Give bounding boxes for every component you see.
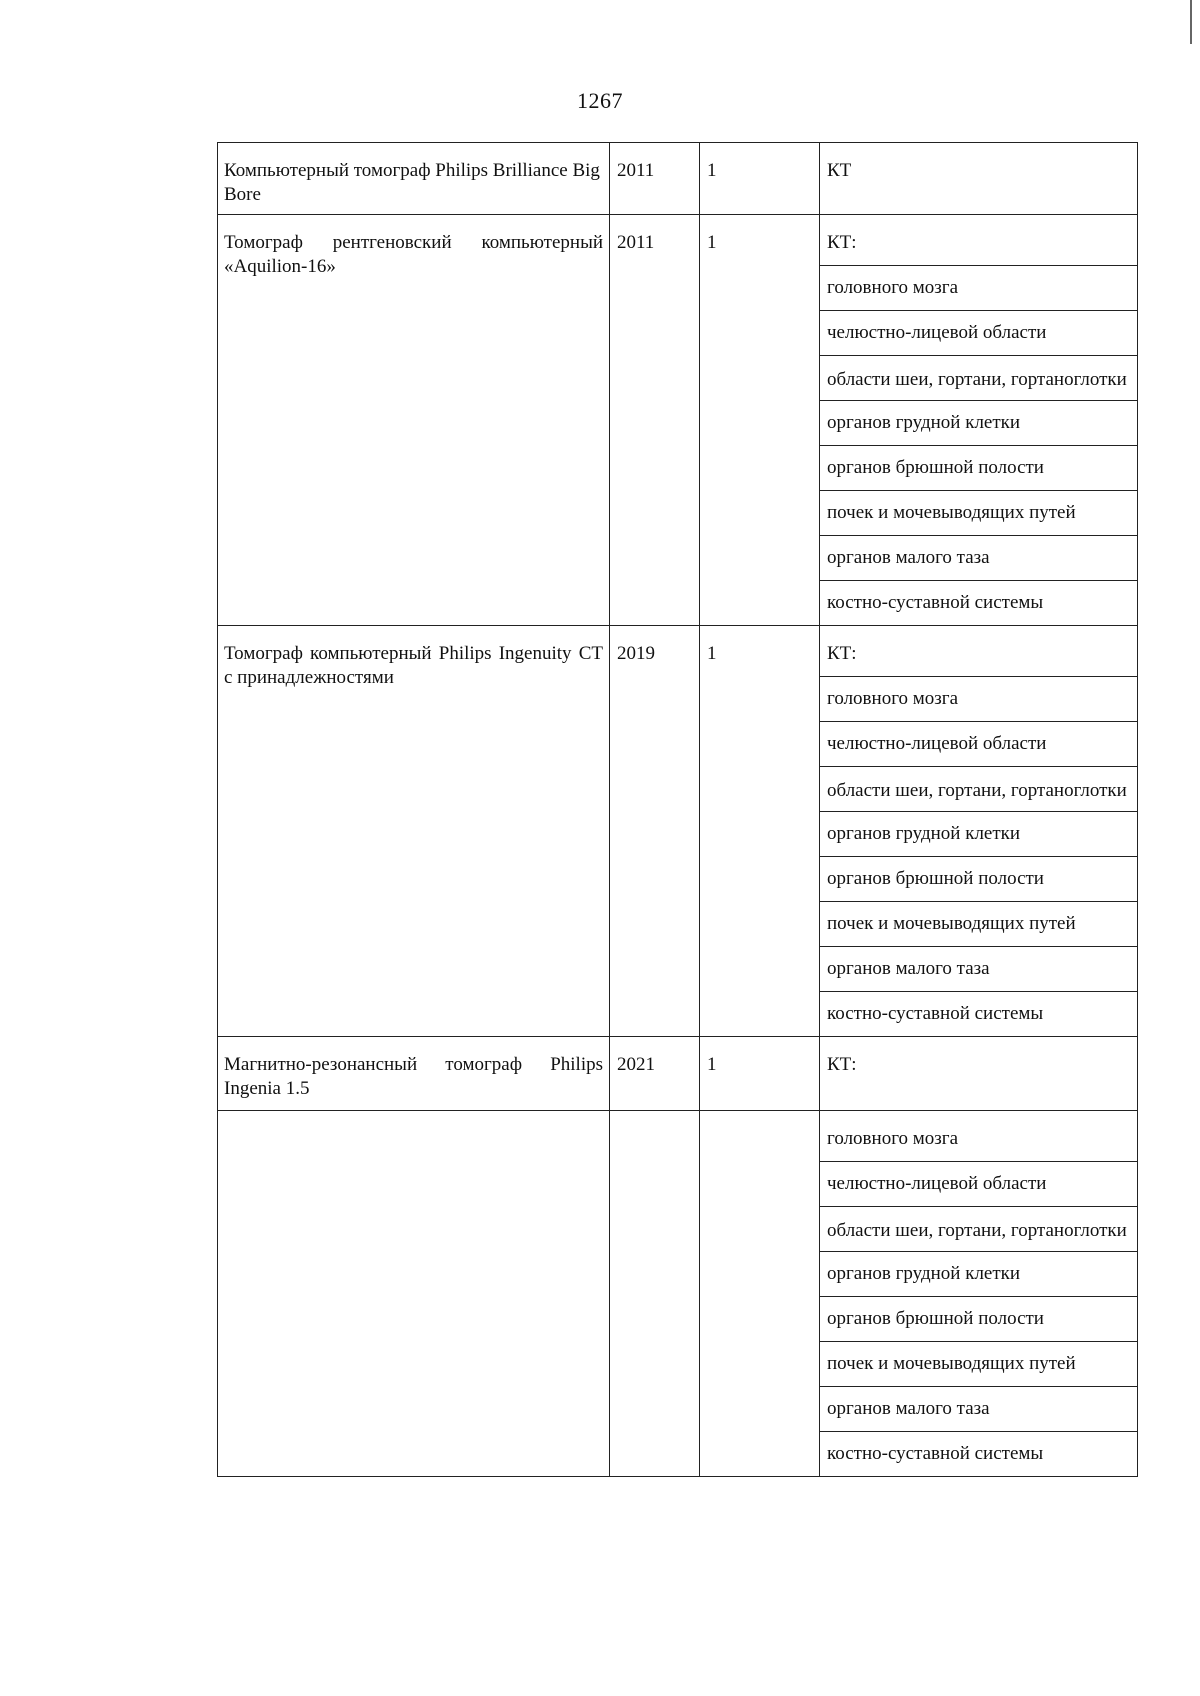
procedure-cell (820, 1037, 1138, 1111)
procedure-item: области шеи, гортани, гортаноглотки (820, 1206, 1137, 1251)
procedure-item: КТ (827, 160, 852, 181)
procedure-cell (820, 1111, 1138, 1477)
equipment-table (217, 142, 1138, 1477)
procedure-item: головного мозга (820, 676, 1137, 721)
equipment-name: Компьютерный томограф Philips Brilliance Big Bore (218, 143, 610, 215)
procedure-item: органов грудной клетки (820, 811, 1137, 856)
table-row (218, 1111, 1138, 1477)
page-number: 1267 (577, 88, 623, 113)
procedure-item: почек и мочевыводящих путей (820, 1341, 1137, 1386)
procedure-item: костно-суставной системы (820, 1431, 1137, 1476)
procedure-cell (820, 215, 1138, 626)
procedure-item: КТ: (827, 643, 857, 664)
procedure-cell (820, 143, 1138, 215)
equipment-name: Томограф компьютерный Philips Ingenuity CT с принадлежностями (218, 626, 610, 1037)
procedure-item: челюстно-лицевой области (820, 310, 1137, 355)
procedure-item: области шеи, гортани, гортаноглотки (820, 766, 1137, 811)
scan-edge-line (1190, 0, 1192, 44)
procedure-item: органов малого таза (820, 535, 1137, 580)
procedure-item: органов грудной клетки (820, 400, 1137, 445)
equipment-year: 2011 (610, 143, 700, 215)
procedure-item: почек и мочевыводящих путей (820, 901, 1137, 946)
procedure-item: области шеи, гортани, гортаноглотки (820, 355, 1137, 400)
procedure-item: органов грудной клетки (820, 1251, 1137, 1296)
table-row (218, 215, 1138, 626)
procedure-item: органов брюшной полости (820, 1296, 1137, 1341)
equipment-year (610, 1111, 700, 1477)
procedure-item: органов брюшной полости (820, 856, 1137, 901)
procedure-item: органов брюшной полости (820, 445, 1137, 490)
table-row (218, 626, 1138, 1037)
table-row (218, 1037, 1138, 1111)
procedure-item: головного мозга (827, 1128, 959, 1149)
procedure-cell (820, 626, 1138, 1037)
equipment-quantity: 1 (700, 143, 820, 215)
equipment-year: 2021 (610, 1037, 700, 1111)
procedure-item: КТ: (827, 1054, 857, 1075)
procedure-item: костно-суставной системы (820, 580, 1137, 625)
procedure-item: органов малого таза (820, 1386, 1137, 1431)
equipment-year: 2011 (610, 215, 700, 626)
equipment-quantity: 1 (700, 1037, 820, 1111)
table-row (218, 143, 1138, 215)
equipment-quantity: 1 (700, 215, 820, 626)
procedure-item: челюстно-лицевой области (820, 1161, 1137, 1206)
equipment-quantity (700, 1111, 820, 1477)
procedure-item: органов малого таза (820, 946, 1137, 991)
procedure-item: костно-суставной системы (820, 991, 1137, 1036)
procedure-item: почек и мочевыводящих путей (820, 490, 1137, 535)
equipment-year: 2019 (610, 626, 700, 1037)
equipment-name: Магнитно-резонансный томограф Philips Ingenia 1.5 (218, 1037, 610, 1111)
equipment-quantity: 1 (700, 626, 820, 1037)
procedure-item: КТ: (827, 232, 857, 253)
procedure-item: челюстно-лицевой области (820, 721, 1137, 766)
equipment-name (218, 1111, 610, 1477)
equipment-name: Томограф рентгеновский компьютерный «Aquilion-16» (218, 215, 610, 626)
procedure-item: головного мозга (820, 265, 1137, 310)
